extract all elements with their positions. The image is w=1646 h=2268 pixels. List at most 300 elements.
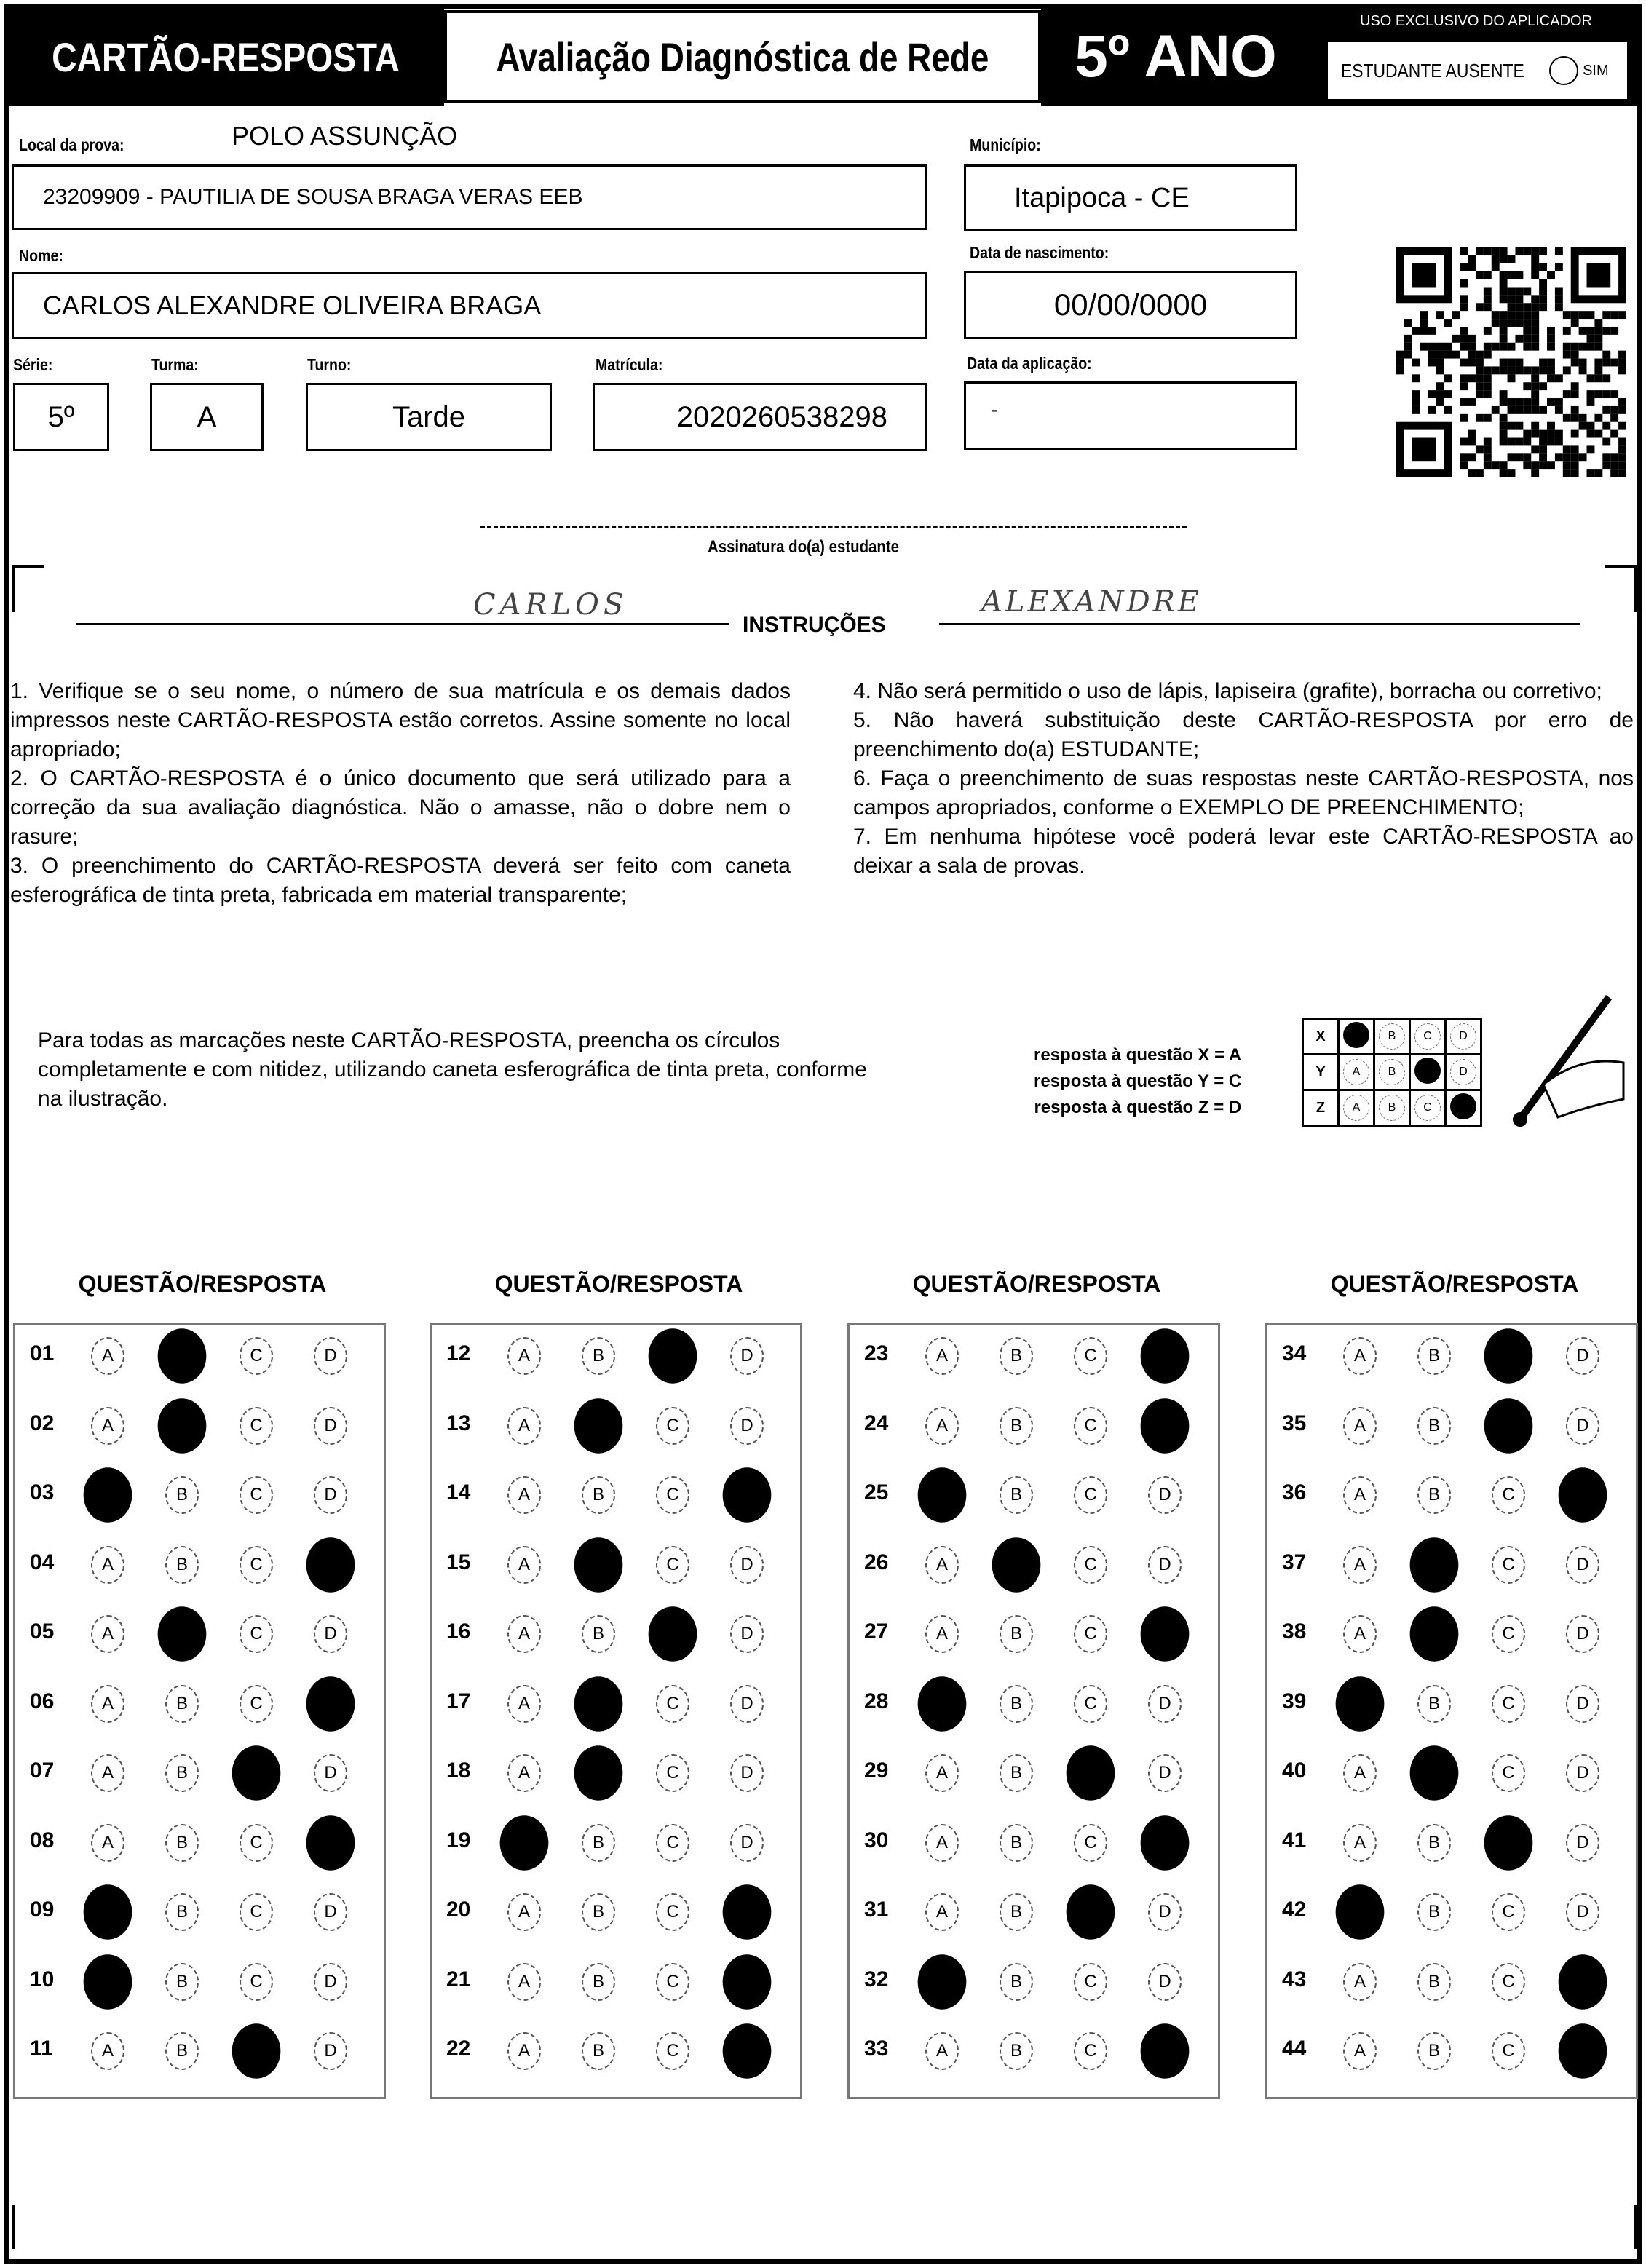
answer-bubble-d[interactable]: D: [1566, 1824, 1599, 1862]
school-field: [12, 164, 927, 230]
question-row: [1267, 1473, 1636, 1517]
example-cell: [1374, 1019, 1410, 1055]
question-number: 28: [864, 1689, 889, 1713]
answer-bubble-b[interactable]: B: [582, 2032, 615, 2070]
answer-bubble-d[interactable]: D: [730, 1824, 764, 1862]
answer-bubble-d[interactable]: D: [1148, 1476, 1182, 1514]
column-title: QUESTÃO/RESPOSTA: [494, 1271, 743, 1297]
column-title: QUESTÃO/RESPOSTA: [78, 1271, 327, 1297]
question-number: 06: [30, 1689, 55, 1713]
answer-bubble-a[interactable]: A: [925, 1337, 959, 1375]
answer-bubble-c[interactable]: C: [1074, 1407, 1107, 1445]
answer-bubble-a[interactable]: A: [507, 1476, 541, 1514]
answer-bubble-b[interactable]: [574, 1676, 623, 1731]
answer-bubble-d[interactable]: D: [1566, 1685, 1599, 1723]
answer-bubble-b[interactable]: B: [1417, 1824, 1451, 1862]
answer-bubble-a[interactable]: A: [507, 1337, 541, 1375]
example-bubble: B: [1379, 1023, 1405, 1050]
answer-bubble-c[interactable]: C: [1074, 1546, 1107, 1584]
question-row: [15, 1960, 384, 2004]
answer-bubble-c[interactable]: C: [656, 1824, 689, 1862]
answer-bubble-c[interactable]: C: [656, 2032, 689, 2070]
answer-bubble-d[interactable]: D: [1148, 1893, 1182, 1931]
answer-bubble-c[interactable]: [649, 1328, 697, 1383]
grade-label: [1041, 7, 1310, 106]
answer-bubble-d[interactable]: D: [730, 1407, 764, 1445]
answer-bubble-b[interactable]: B: [582, 1615, 615, 1653]
example-bubble: B: [1379, 1095, 1405, 1121]
municipio-label: Município:: [970, 135, 1041, 154]
answer-bubble-a[interactable]: A: [1343, 1615, 1377, 1653]
answer-bubble-d[interactable]: [306, 1815, 355, 1870]
question-number: 14: [446, 1480, 471, 1504]
question-row: [15, 2029, 384, 2073]
question-row: [850, 1612, 1218, 1656]
question-row: [1267, 1334, 1636, 1378]
question-number: 04: [30, 1550, 55, 1574]
answer-bubble-b[interactable]: B: [165, 1893, 199, 1931]
question-number: 10: [30, 1967, 55, 1991]
question-row: [432, 2029, 800, 2073]
qr-code: [1396, 247, 1626, 477]
example-bubble: B: [1379, 1059, 1405, 1085]
answer-bubble-a[interactable]: A: [1343, 1546, 1377, 1584]
question-row: [15, 1612, 384, 1656]
question-number: 11: [30, 2037, 53, 2061]
question-number: 42: [1282, 1898, 1307, 1922]
answer-bubble-d[interactable]: [306, 1537, 355, 1592]
answer-bubble-d[interactable]: [723, 1467, 772, 1522]
example-cell: [1374, 1090, 1410, 1126]
answer-bubble-d[interactable]: D: [1148, 1685, 1182, 1723]
question-row: [15, 1404, 384, 1448]
example-row-label: X: [1303, 1019, 1339, 1055]
answer-bubble-b[interactable]: B: [1000, 1615, 1033, 1653]
answer-bubble-a[interactable]: A: [507, 1893, 541, 1931]
answer-bubble-b[interactable]: B: [1417, 1893, 1451, 1931]
answer-bubble-c[interactable]: C: [1074, 1963, 1107, 2001]
answer-bubble-d[interactable]: D: [1566, 1546, 1599, 1584]
question-row: [850, 1821, 1218, 1865]
question-number: 41: [1282, 1828, 1307, 1852]
answer-bubble-b[interactable]: B: [1000, 1754, 1033, 1792]
answer-bubble-d[interactable]: [1141, 1815, 1190, 1870]
answer-bubble-b[interactable]: B: [1417, 1337, 1451, 1375]
answer-bubble-c[interactable]: C: [656, 1546, 689, 1584]
answer-bubble-c[interactable]: [1484, 1398, 1533, 1453]
answer-bubble-c[interactable]: C: [1492, 1685, 1525, 1723]
answer-bubble-c[interactable]: C: [656, 1476, 689, 1514]
matricula-value: 2020260538298: [676, 400, 887, 433]
question-number: 18: [446, 1759, 471, 1783]
example-grid: [1302, 1018, 1482, 1127]
answer-bubble-d[interactable]: D: [314, 1337, 347, 1375]
serie-value: 5º: [47, 400, 75, 433]
answer-bubble-c[interactable]: C: [240, 1963, 273, 2001]
answer-bubble-c[interactable]: C: [656, 1407, 689, 1445]
instruction-6: 6. Faça o preenchimento de suas respostas neste CARTÃO-RESPOSTA, nos campos apropriados, conforme o EXEMPLO DE PREENCHIMENTO;: [853, 766, 1634, 820]
answer-bubble-d[interactable]: [1141, 1606, 1190, 1661]
question-number: 39: [1282, 1689, 1307, 1713]
answer-bubble-c[interactable]: [1484, 1815, 1533, 1870]
question-row: [1267, 1612, 1636, 1656]
card-title-text: CARTÃO-RESPOSTA: [52, 33, 400, 80]
answer-bubble-d[interactable]: [723, 1954, 772, 2009]
answer-bubble-d[interactable]: [1141, 2023, 1190, 2078]
answer-bubble-c[interactable]: C: [656, 1754, 689, 1792]
answer-bubble-d[interactable]: D: [730, 1546, 764, 1584]
corner-bottom-right: [1605, 2205, 1637, 2249]
answer-bubble-a[interactable]: A: [507, 1754, 541, 1792]
municipio-field: [964, 164, 1297, 231]
answer-bubble-a[interactable]: [84, 1884, 132, 1939]
answer-bubble-d[interactable]: D: [314, 1893, 347, 1931]
turno-label: Turno:: [307, 355, 352, 374]
answer-bubble-a[interactable]: A: [925, 1615, 959, 1653]
answer-bubble-c[interactable]: [1067, 1884, 1115, 1939]
answer-bubble-a[interactable]: [1336, 1884, 1385, 1939]
example-cell: [1410, 1019, 1446, 1055]
answer-bubble-d[interactable]: D: [314, 1476, 347, 1514]
answer-bubble-d[interactable]: D: [314, 2032, 347, 2070]
answer-bubble-d[interactable]: D: [1566, 1754, 1599, 1792]
exam-name-text: Avaliação Diagnóstica de Rede: [496, 33, 989, 80]
absent-option: SIM: [1583, 62, 1609, 79]
example-row-label: Z: [1303, 1090, 1339, 1126]
answer-bubble-c[interactable]: C: [1492, 1893, 1525, 1931]
question-row: [1267, 1821, 1636, 1865]
instructions-rule-left: [76, 623, 729, 625]
example-bubble: [1414, 1058, 1441, 1084]
nasc-value: 00/00/0000: [1053, 288, 1208, 322]
answer-bubble-c[interactable]: C: [240, 1893, 273, 1931]
answer-bubble-b[interactable]: B: [1000, 1893, 1033, 1931]
answer-bubble-a[interactable]: A: [91, 1615, 124, 1653]
answer-bubble-d[interactable]: [723, 2023, 772, 2078]
nasc-label: Data de nascimento:: [970, 243, 1109, 262]
answer-bubble-d[interactable]: D: [314, 1754, 347, 1792]
answer-bubble-c[interactable]: [232, 2023, 281, 2078]
answer-bubble-b[interactable]: B: [165, 2032, 199, 2070]
answer-bubble-c[interactable]: [1484, 1328, 1533, 1383]
answer-bubble-c[interactable]: C: [1074, 1337, 1107, 1375]
answer-bubble-c[interactable]: C: [240, 1615, 273, 1653]
answer-bubble-b[interactable]: B: [1000, 1337, 1033, 1375]
answer-bubble-a[interactable]: A: [925, 2032, 959, 2070]
question-row: [432, 1682, 800, 1726]
question-number: 05: [30, 1619, 55, 1643]
turno-value: Tarde: [392, 400, 466, 433]
instructions-left: [10, 677, 791, 910]
answer-bubble-b[interactable]: B: [582, 1824, 615, 1862]
answer-bubble-b[interactable]: B: [1417, 1685, 1451, 1723]
question-row: [850, 1543, 1218, 1587]
answer-bubble-d[interactable]: D: [314, 1963, 347, 2001]
answer-bubble-a[interactable]: A: [91, 1685, 124, 1723]
signature-line: [480, 526, 1187, 528]
question-number: 37: [1282, 1550, 1307, 1574]
answer-bubble-b[interactable]: [1410, 1606, 1459, 1661]
answer-bubble-c[interactable]: C: [240, 1685, 273, 1723]
answer-bubble-b[interactable]: B: [165, 1685, 199, 1723]
question-number: 32: [864, 1967, 889, 1991]
answer-bubble-d[interactable]: D: [730, 1615, 764, 1653]
answer-column: [430, 1323, 802, 2099]
example-bubble: [1343, 1022, 1369, 1048]
answer-bubble-a[interactable]: A: [91, 1754, 124, 1792]
example-bubble: A: [1343, 1059, 1369, 1085]
answer-bubble-b[interactable]: B: [582, 1893, 615, 1931]
answer-bubble-a[interactable]: [918, 1467, 967, 1522]
answer-bubble-c[interactable]: C: [1492, 1476, 1525, 1514]
answer-bubble-c[interactable]: C: [240, 1407, 273, 1445]
example-table: [1302, 1018, 1482, 1127]
turma-label: Turma:: [151, 355, 199, 374]
answer-bubble-b[interactable]: B: [1000, 1685, 1033, 1723]
answer-bubble-b[interactable]: [992, 1537, 1041, 1592]
question-row: [15, 1473, 384, 1517]
grade-text: 5º ANO: [1075, 23, 1277, 90]
turma-field: [150, 383, 264, 451]
answer-bubble-b[interactable]: B: [1000, 1824, 1033, 1862]
question-number: 19: [446, 1828, 471, 1852]
answer-bubble-a[interactable]: A: [507, 2032, 541, 2070]
answer-bubble-c[interactable]: [649, 1606, 697, 1661]
answer-bubble-d[interactable]: D: [314, 1615, 347, 1653]
answer-bubble-b[interactable]: [158, 1606, 207, 1661]
answer-bubble-a[interactable]: A: [91, 1824, 124, 1862]
answer-bubble-a[interactable]: A: [507, 1546, 541, 1584]
answer-bubble-d[interactable]: [1141, 1398, 1190, 1453]
municipio-value: Itapipoca - CE: [1014, 182, 1190, 213]
answer-bubble-a[interactable]: A: [91, 1407, 124, 1445]
example-legend-z: resposta à questão Z = D: [1034, 1098, 1242, 1117]
question-row: [432, 1960, 800, 2004]
answer-bubble-b[interactable]: [574, 1398, 623, 1453]
answer-bubble-c[interactable]: C: [1492, 1754, 1525, 1792]
answer-bubble-c[interactable]: C: [1074, 2032, 1107, 2070]
answer-bubble-a[interactable]: A: [1343, 1824, 1377, 1862]
answer-bubble-c[interactable]: C: [1074, 1476, 1107, 1514]
answer-bubble-b[interactable]: B: [165, 1546, 199, 1584]
answer-bubble-a[interactable]: A: [1343, 1337, 1377, 1375]
answer-bubble-b[interactable]: B: [582, 1963, 615, 2001]
answer-bubble-a[interactable]: A: [1343, 1754, 1377, 1792]
example-text: Para todas as marcações neste CARTÃO-RESPOSTA, preencha os círculos completamente e com nitidez, utilizando caneta esferográfica de tinta preta, conforme na ilustração.: [38, 1028, 867, 1111]
nasc-field: [964, 271, 1297, 339]
example-row: [1303, 1019, 1481, 1055]
answer-bubble-c[interactable]: C: [240, 1546, 273, 1584]
answer-bubble-b[interactable]: B: [1000, 1476, 1033, 1514]
answer-bubble-c[interactable]: C: [1074, 1615, 1107, 1653]
answer-column: [1265, 1323, 1638, 2099]
answer-bubble-a[interactable]: A: [91, 2032, 124, 2070]
answer-bubble-c[interactable]: C: [240, 1337, 273, 1375]
question-row: [432, 1334, 800, 1378]
answer-bubble-a[interactable]: A: [507, 1963, 541, 2001]
corner-bottom-left: [12, 2205, 44, 2249]
question-row: [432, 1473, 800, 1517]
answer-bubble-c[interactable]: C: [240, 1476, 273, 1514]
answer-bubble-b[interactable]: [574, 1537, 623, 1592]
question-number: 24: [864, 1411, 889, 1435]
answer-bubble-a[interactable]: A: [91, 1546, 124, 1584]
answer-bubble-a[interactable]: A: [1343, 1963, 1377, 2001]
question-number: 26: [864, 1550, 889, 1574]
answer-bubble-a[interactable]: [84, 1467, 132, 1522]
answer-column: [847, 1323, 1220, 2099]
answer-bubble-d[interactable]: D: [730, 1754, 764, 1792]
answer-bubble-b[interactable]: [158, 1398, 207, 1453]
question-number: 15: [446, 1550, 471, 1574]
answer-bubble-a[interactable]: A: [925, 1824, 959, 1862]
answer-bubble-a[interactable]: A: [925, 1893, 959, 1931]
question-row: [15, 1821, 384, 1865]
question-number: 33: [864, 2037, 889, 2061]
answer-bubble-b[interactable]: B: [1417, 1476, 1451, 1514]
example-cell: [1446, 1019, 1481, 1055]
question-number: 34: [1282, 1341, 1307, 1365]
answer-bubble-b[interactable]: B: [1000, 2032, 1033, 2070]
answer-bubble-a[interactable]: A: [91, 1337, 124, 1375]
corner-top-right: [1605, 565, 1637, 612]
applicator-label: USO EXCLUSIVO DO APLICADOR: [1360, 13, 1592, 29]
answer-bubble-b[interactable]: B: [1000, 1963, 1033, 2001]
local-value: POLO ASSUNÇÃO: [232, 121, 458, 151]
serie-label: Série:: [13, 355, 53, 374]
question-number: 07: [30, 1759, 55, 1783]
answer-bubble-b[interactable]: B: [1417, 1963, 1451, 2001]
answer-bubble-c[interactable]: [232, 1745, 281, 1800]
answer-bubble-c[interactable]: C: [1492, 2032, 1525, 2070]
answer-bubble-d[interactable]: D: [1566, 1893, 1599, 1931]
instructions-rule-right: [939, 623, 1580, 625]
question-row: [1267, 1682, 1636, 1726]
answer-bubble-d[interactable]: D: [1148, 1754, 1182, 1792]
answer-bubble-b[interactable]: B: [165, 1824, 199, 1862]
answer-bubble-a[interactable]: [918, 1676, 967, 1731]
answer-bubble-c[interactable]: C: [1074, 1685, 1107, 1723]
answer-bubble-a[interactable]: A: [925, 1546, 959, 1584]
answer-bubble-a[interactable]: [1336, 1676, 1385, 1731]
turno-field: [306, 383, 552, 451]
question-row: [1267, 2029, 1636, 2073]
answer-bubble-a[interactable]: A: [925, 1754, 959, 1792]
example-bubble: D: [1450, 1059, 1476, 1085]
answer-bubble-d[interactable]: [306, 1676, 355, 1731]
question-row: [15, 1682, 384, 1726]
question-row: [1267, 1960, 1636, 2004]
answer-bubble-a[interactable]: A: [1343, 1476, 1377, 1514]
instruction-1: 1. Verifique se o seu nome, o número de sua matrícula e os demais dados impressos neste CARTÃO-RESPOSTA estão corretos. Assine somente no local apropriado;: [10, 679, 791, 761]
question-number: 36: [1282, 1480, 1307, 1504]
answer-bubble-d[interactable]: [723, 1884, 772, 1939]
nome-value: CARLOS ALEXANDRE OLIVEIRA BRAGA: [43, 290, 542, 320]
answer-bubble-a[interactable]: [84, 1954, 132, 2009]
question-row: [1267, 1543, 1636, 1587]
answer-bubble-b[interactable]: B: [1000, 1407, 1033, 1445]
answer-bubble-b[interactable]: [1410, 1745, 1459, 1800]
answer-bubble-a[interactable]: A: [507, 1407, 541, 1445]
example-cell: [1339, 1090, 1374, 1126]
answer-bubble-d[interactable]: D: [1566, 1337, 1599, 1375]
answer-bubble-c[interactable]: C: [1492, 1963, 1525, 2001]
instruction-5: 5. Não haverá substituição deste CARTÃO-RESPOSTA por erro de preenchimento do(a) ESTUDANTE;: [853, 708, 1634, 761]
answer-bubble-b[interactable]: B: [1417, 1407, 1451, 1445]
instruction-2: 2. O CARTÃO-RESPOSTA é o único documento que será utilizado para a correção da sua avaliação diagnóstica. Não o amasse, não o dobre nem o rasure;: [10, 766, 791, 849]
answer-bubble-d[interactable]: D: [730, 1337, 764, 1375]
answer-bubble-b[interactable]: B: [165, 1476, 199, 1514]
question-number: 17: [446, 1689, 471, 1713]
answer-bubble-a[interactable]: [500, 1815, 549, 1870]
answer-bubble-c[interactable]: C: [1074, 1824, 1107, 1862]
example-bubble: D: [1450, 1023, 1476, 1050]
answer-bubble-b[interactable]: [574, 1745, 623, 1800]
question-number: 31: [864, 1898, 889, 1922]
answer-bubble-d[interactable]: D: [1566, 1615, 1599, 1653]
answer-bubble-d[interactable]: [1141, 1328, 1190, 1383]
answer-bubble-a[interactable]: A: [1343, 2032, 1377, 2070]
answer-bubble-d[interactable]: D: [1566, 1407, 1599, 1445]
instruction-4: 4. Não será permitido o uso de lápis, lapiseira (grafite), borracha ou corretivo;: [853, 679, 1602, 703]
answer-bubble-b[interactable]: B: [165, 1963, 199, 2001]
answer-bubble-c[interactable]: C: [656, 1963, 689, 2001]
answer-bubble-a[interactable]: A: [507, 1685, 541, 1723]
answer-bubble-c[interactable]: C: [240, 1824, 273, 1862]
answer-bubble-d[interactable]: [1559, 1467, 1607, 1522]
answer-bubble-d[interactable]: D: [1148, 1546, 1182, 1584]
answer-bubble-d[interactable]: [1559, 2023, 1607, 2078]
answer-bubble-d[interactable]: D: [1148, 1963, 1182, 2001]
answer-bubble-a[interactable]: A: [1343, 1407, 1377, 1445]
instruction-3: 3. O preenchimento do CARTÃO-RESPOSTA deverá ser feito com caneta esferográfica de tinta preta, fabricada em material transparente;: [10, 854, 791, 907]
answer-bubble-b[interactable]: [1410, 1537, 1459, 1592]
question-row: [432, 1751, 800, 1795]
answer-bubble-b[interactable]: [158, 1328, 207, 1383]
answer-bubble-b[interactable]: B: [165, 1754, 199, 1792]
answer-bubble-c[interactable]: C: [656, 1685, 689, 1723]
answer-bubble-b[interactable]: B: [582, 1476, 615, 1514]
answer-bubble-c[interactable]: [1067, 1745, 1115, 1800]
question-number: 30: [864, 1828, 889, 1852]
local-label: Local da prova:: [19, 135, 124, 154]
example-bubble: C: [1414, 1023, 1441, 1050]
answer-bubble-d[interactable]: [1559, 1954, 1607, 2009]
answer-bubble-b[interactable]: B: [582, 1337, 615, 1375]
question-row: [850, 1682, 1218, 1726]
question-row: [850, 1890, 1218, 1934]
answer-bubble-a[interactable]: A: [507, 1615, 541, 1653]
question-row: [1267, 1404, 1636, 1448]
answer-bubble-a[interactable]: [918, 1954, 967, 2009]
question-row: [432, 1890, 800, 1934]
pen-illustration-icon: [1500, 990, 1631, 1135]
example-cell: [1339, 1019, 1374, 1055]
answer-bubble-c[interactable]: C: [1492, 1546, 1525, 1584]
answer-bubble-d[interactable]: D: [730, 1685, 764, 1723]
question-row: [15, 1751, 384, 1795]
question-number: 20: [446, 1898, 471, 1922]
answer-bubble-c[interactable]: C: [656, 1893, 689, 1931]
aplicacao-label: Data da aplicação:: [967, 354, 1092, 373]
answer-bubble-b[interactable]: B: [1417, 2032, 1451, 2070]
example-cell: [1446, 1090, 1481, 1126]
answer-bubble-c[interactable]: C: [1492, 1615, 1525, 1653]
answer-bubble-d[interactable]: D: [314, 1407, 347, 1445]
answer-bubble-a[interactable]: A: [925, 1407, 959, 1445]
example-legend-y: resposta à questão Y = C: [1034, 1071, 1242, 1091]
absent-checkbox[interactable]: [1549, 56, 1578, 85]
